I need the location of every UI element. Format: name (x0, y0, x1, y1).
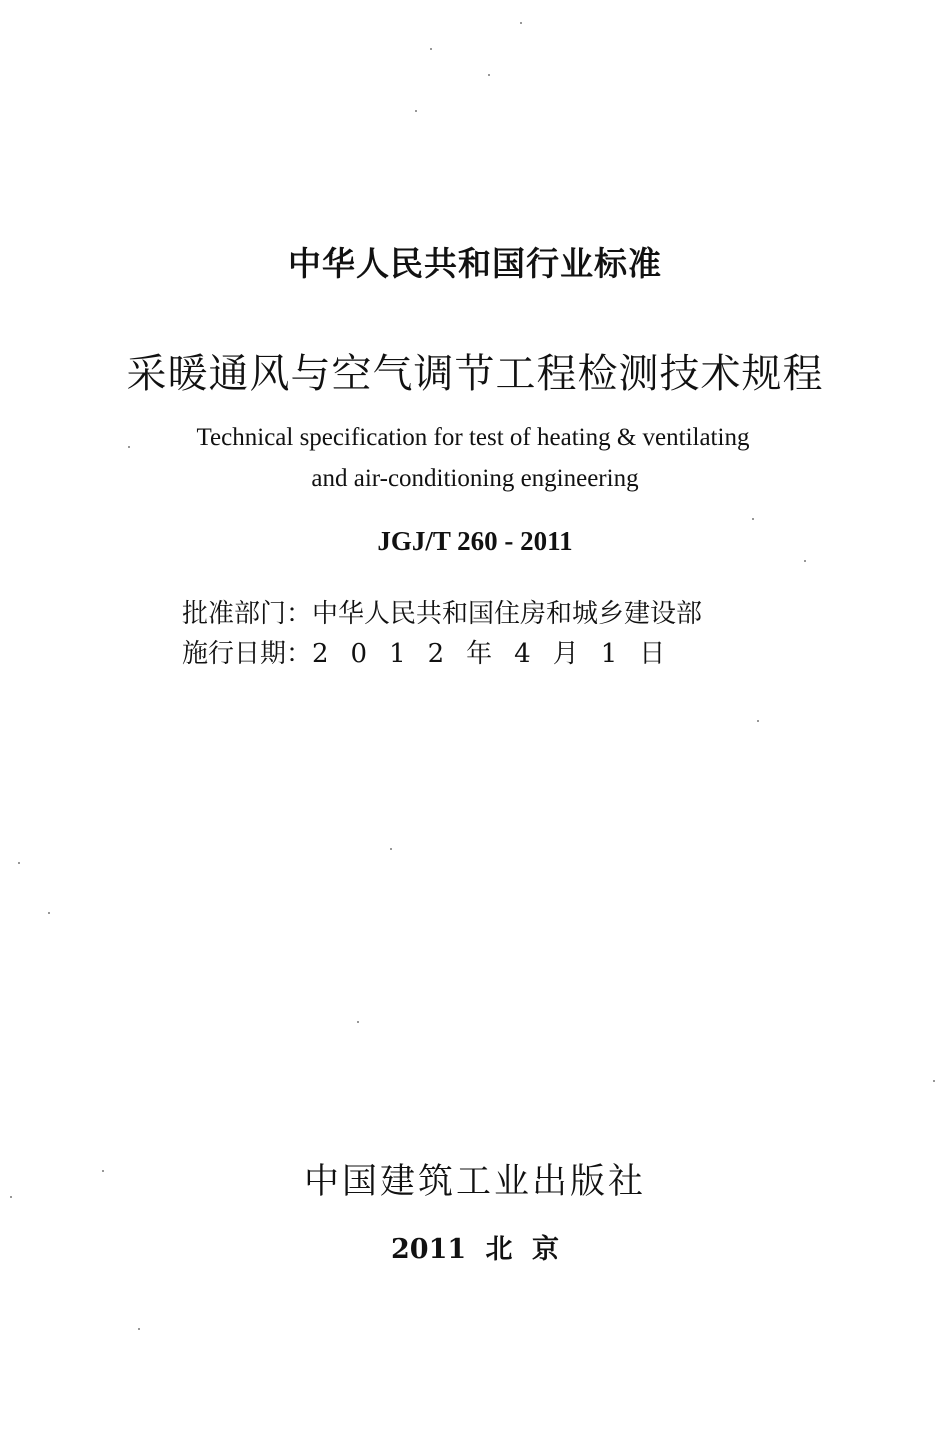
scan-speck (804, 560, 806, 562)
effective-label: 施行日期： (182, 639, 313, 669)
title-english-line1: Technical specification for test of heating & ventilating (196, 424, 750, 451)
scan-speck (757, 720, 759, 722)
approval-label: 批准部门： (182, 599, 313, 629)
approval-value: 中华人民共和国住房和城乡建设部 (312, 599, 703, 629)
scan-speck (18, 862, 20, 864)
standard-code: JGJ/T 260 - 2011 (377, 526, 573, 556)
scan-speck (138, 1328, 140, 1330)
scan-speck (488, 74, 490, 76)
scan-speck (357, 1021, 359, 1023)
imprint: 2011 北 京 (391, 1234, 559, 1265)
effective-row (182, 633, 687, 670)
scan-speck (48, 912, 50, 914)
scan-speck (933, 1080, 935, 1082)
publisher: 中国建筑工业出版社 (303, 1162, 646, 1202)
standard-series: 中华人民共和国行业标准 (288, 244, 662, 283)
scan-speck (390, 848, 392, 850)
title-english-line2: and air-conditioning engineering (311, 465, 639, 492)
scan-speck (520, 22, 522, 24)
title-chinese: 采暖通风与空气调节工程检测技术规程 (126, 351, 824, 397)
approval-row (182, 593, 702, 630)
scan-speck (430, 48, 432, 50)
scan-speck (752, 518, 754, 520)
effective-value: 2012年4月1日 (312, 639, 688, 669)
scan-speck (415, 110, 417, 112)
